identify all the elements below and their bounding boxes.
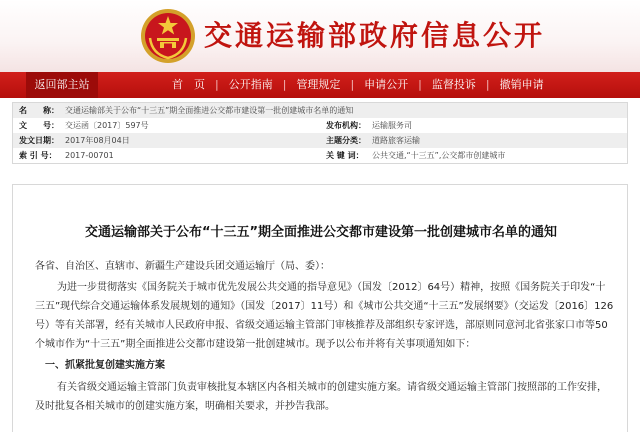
back-home-button[interactable]: 返回部主站 (26, 72, 98, 98)
meta-key: 索 引 号： (19, 151, 57, 160)
site-header (0, 0, 640, 72)
nav-item-apply[interactable]: 申请公开 (364, 78, 409, 91)
nav-item-rules[interactable]: 管理规定 (296, 78, 341, 91)
nav-item-complaint[interactable]: 监督投诉 (431, 78, 476, 91)
meta-date-value: 2017年08月04日 (65, 136, 130, 145)
nav-separator: | (282, 78, 287, 91)
meta-row-docno (13, 118, 627, 133)
document-paragraph: 为进一步贯彻落实《国务院关于城市优先发展公共交通的指导意见》（国发〔2012〕64号）精神，按照《国务院关于印发“十三五”现代综合交通运输体系发展规划的通知》（国发〔2017〕11号）和《城市公共交通“十三五”发展纲要》（交运发〔2016〕126号）等有关部署，经有关城市人民政府申报、省级交通运输主管部门审核推荐及部组织专家评选，部原则同意河北省张家口市等50个城市作为“十三五”期全面推进公交都市建设第一批创建城市。现予以公布并将有关事项通知如下： (35, 282, 614, 350)
meta-name-value: 交通运输部关于公布“十三五”期全面推进公交都市建设第一批创建城市名单的通知 (65, 106, 354, 115)
nav-separator: | (215, 78, 219, 91)
nav-separator: | (350, 78, 355, 91)
meta-key: 主题分类： (326, 136, 366, 145)
meta-key: 发文日期： (19, 136, 59, 145)
meta-row-date (13, 133, 627, 148)
nav-item-home[interactable]: 首 页 (172, 78, 205, 91)
meta-docno-value: 交运函〔2017〕597号 (65, 121, 149, 130)
nav-item-guide[interactable]: 公开指南 (228, 78, 273, 91)
meta-key: 文 号： (19, 121, 59, 130)
main-navbar (0, 72, 640, 98)
meta-category-value: 道路旅客运输 (372, 136, 420, 145)
document-addressee: 各省、自治区、直辖市、新疆生产建设兵团交通运输厅（局、委）： (35, 261, 330, 272)
national-emblem-icon (140, 8, 196, 64)
meta-index-value: 2017-00701 (65, 151, 114, 160)
meta-key: 名 称： (19, 106, 59, 115)
document-metadata-table (12, 102, 628, 164)
section-heading: 一、抓紧批复创建实施方案 (45, 360, 165, 371)
nav-item-withdraw[interactable]: 撤销申请 (499, 78, 544, 91)
document-body (12, 184, 628, 432)
document-title: 交通运输部关于公布“十三五”期全面推进公交都市建设第一批创建城市名单的通知 (84, 225, 558, 240)
site-title: 交通运输部政府信息公开 (204, 19, 546, 52)
nav-separator: | (485, 78, 490, 91)
meta-key: 发布机构： (326, 121, 366, 130)
document-paragraph: 有关省级交通运输主管部门负责审核批复本辖区内各相关城市的创建实施方案。请省级交通运输主管部门按照部的工作安排，及时批复各相关城市的创建实施方案，明确相关要求，并抄告我部。 (35, 382, 607, 412)
nav-list (162, 72, 554, 98)
nav-separator: | (418, 78, 422, 91)
meta-row-name (13, 103, 627, 118)
meta-row-index (13, 148, 627, 163)
meta-keywords-value: 公共交通,“十三五”,公交都市创建城市 (372, 151, 506, 160)
meta-key: 关 键 词： (326, 151, 364, 160)
meta-org-value: 运输服务司 (372, 121, 412, 130)
